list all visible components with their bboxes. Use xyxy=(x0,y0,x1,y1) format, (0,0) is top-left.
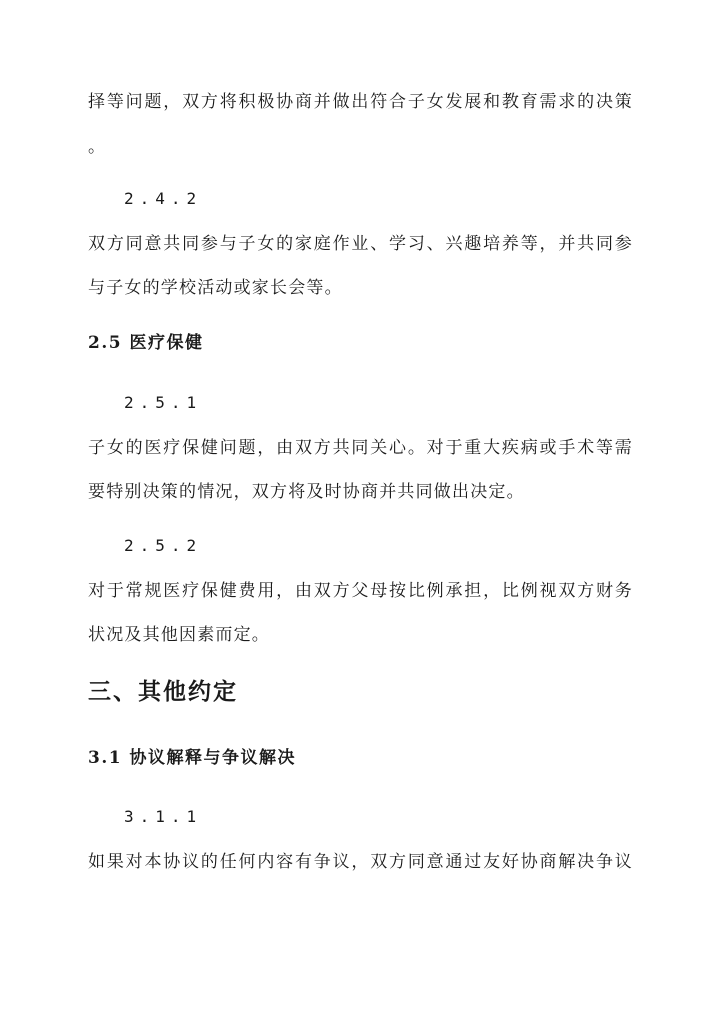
clause-number: 2.5.1 xyxy=(124,393,203,412)
subsection-heading: 2.5 医疗保健 xyxy=(88,333,204,353)
clause-number: 3.1.1 xyxy=(124,807,203,826)
paragraph-line: 双方同意共同参与子女的家庭作业、学习、兴趣培养等，并共同参 xyxy=(88,234,633,254)
section-heading: 三、其他约定 xyxy=(88,678,238,705)
paragraph-line: 。 xyxy=(88,137,107,157)
paragraph-line: 要特别决策的情况，双方将及时协商并共同做出决定。 xyxy=(88,482,525,502)
paragraph-line: 如果对本协议的任何内容有争议，双方同意通过友好协商解决争议 xyxy=(88,852,633,872)
clause-number: 2.5.2 xyxy=(124,536,203,555)
paragraph-line: 子女的医疗保健问题，由双方共同关心。对于重大疾病或手术等需 xyxy=(88,438,633,458)
paragraph-line: 择等问题，双方将积极协商并做出符合子女发展和教育需求的决策 xyxy=(88,92,633,112)
clause-number: 2.4.2 xyxy=(124,189,203,208)
paragraph-line: 与子女的学校活动或家长会等。 xyxy=(88,278,343,298)
paragraph-line: 对于常规医疗保健费用，由双方父母按比例承担，比例视双方财务 xyxy=(88,581,633,601)
paragraph-line: 状况及其他因素而定。 xyxy=(88,625,270,645)
subsection-heading: 3.1 协议解释与争议解决 xyxy=(88,748,296,768)
